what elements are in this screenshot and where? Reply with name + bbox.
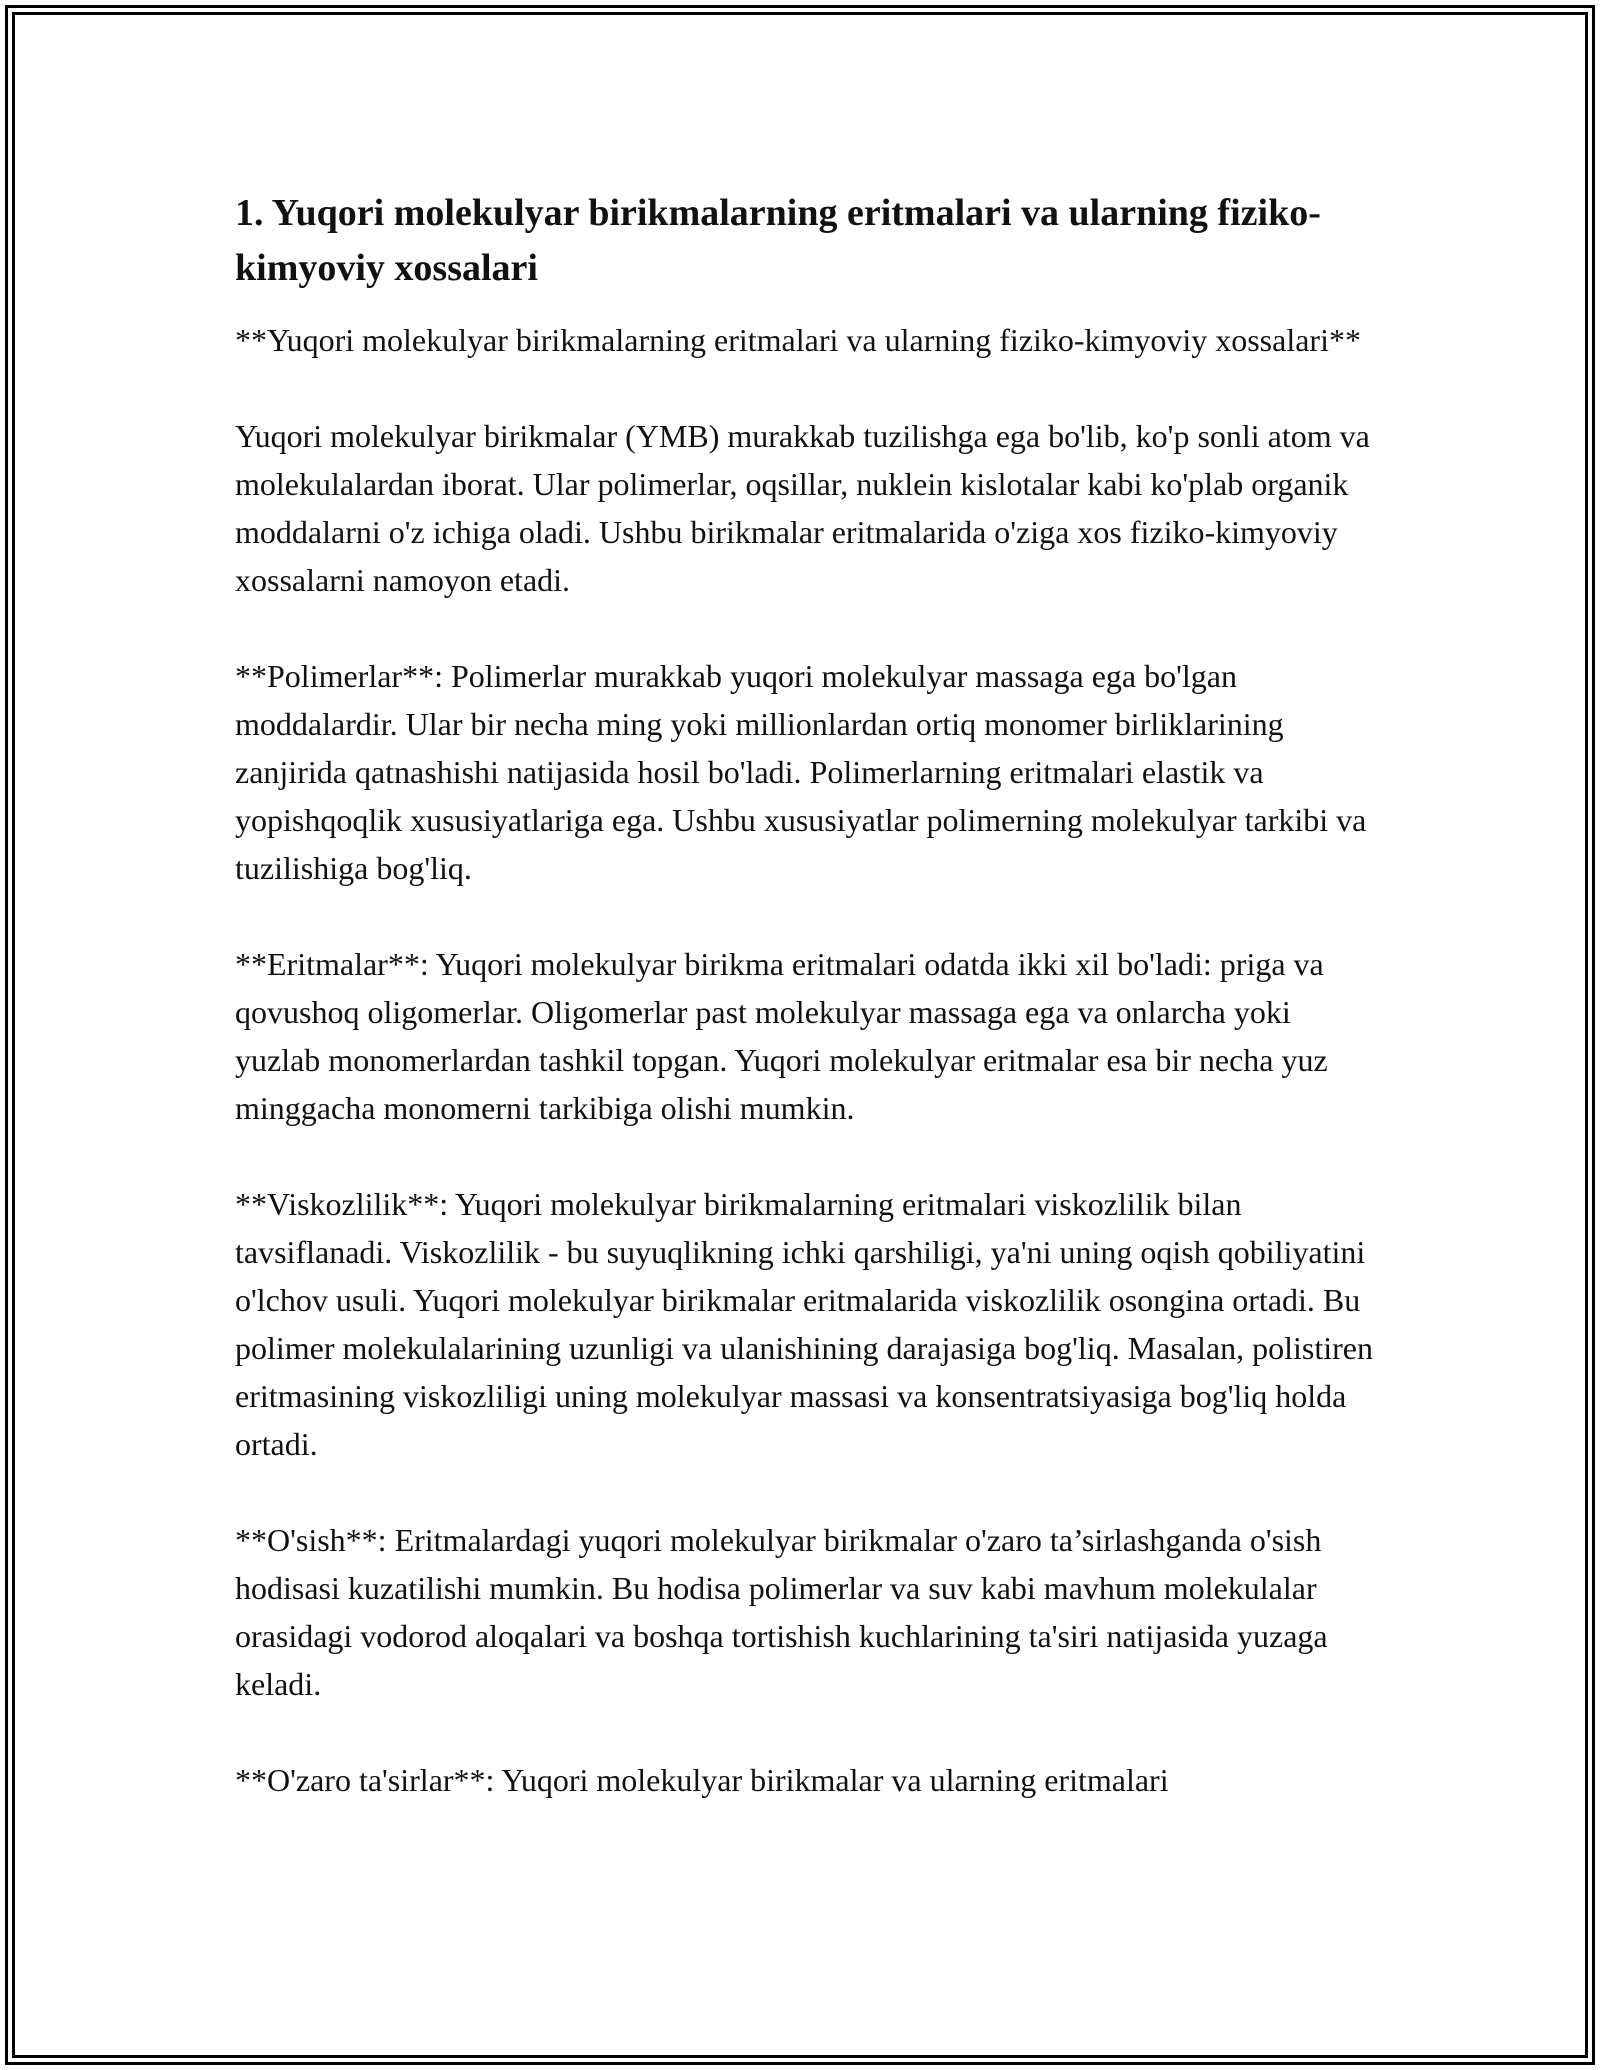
paragraph-heading: **Yuqori molekulyar birikmalarning eritmalari va ularning fiziko-kimyoviy xossalari**	[235, 322, 1361, 358]
paragraph-eritmalar: **Eritmalar**: Yuqori molekulyar birikma eritmalari odatda ikki xil bo'ladi: priga va qovushoq oligomerlar. Oligomerlar past molekulyar massaga ega va onlarcha yoki yuzlab monomerlardan tashkil topgan. Yuqori molekulyar eritmalar esa bir necha yuz minggacha monomerni tarkibiga olishi mumkin.	[235, 946, 1328, 1126]
paragraph-osish: **O'sish**: Eritmalardagi yuqori molekulyar birikmalar o'zaro ta’sirlashganda o'sish hodisasi kuzatilishi mumkin. Bu hodisa polimerlar va suv kabi mavhum molekulalar orasidagi vodorod aloqalari va boshqa tortishish kuchlarining ta'siri natijasida yuzaga keladi.	[235, 1522, 1328, 1702]
paragraph-intro: Yuqori molekulyar birikmalar (YMB) murakkab tuzilishga ega bo'lib, ko'p sonli atom va molekulalardan iborat. Ular polimerlar, oqsillar, nuklein kislotalar kabi ko'plab organik moddalarni o'z ichiga oladi. Ushbu birikmalar eritmalarida o'ziga xos fiziko-kimyoviy xossalarni namoyon etadi.	[235, 418, 1370, 598]
page-title: 1. Yuqori molekulyar birikmalarning eritmalari va ularning fiziko-kimyoviy xossalari	[235, 192, 1321, 289]
paragraph-ozaro-tasirlar: **O'zaro ta'sirlar**: Yuqori molekulyar birikmalar va ularning eritmalari	[235, 1762, 1169, 1798]
paragraph-polimerlar: **Polimerlar**: Polimerlar murakkab yuqori molekulyar massaga ega bo'lgan moddalardir. Ular bir necha ming yoki millionlardan ortiq monomer birliklarining zanjirida qatnashishi natijasida hosil bo'ladi. Polimerlarning eritmalari elastik va yopishqoqlik xususiyatlariga ega. Ushbu xususiyatlar polimerning molekulyar tarkibi va tuzilishiga bog'liq.	[235, 658, 1367, 886]
document-body	[235, 186, 1375, 1852]
paragraph-viskozlilik: **Viskozlilik**: Yuqori molekulyar birikmalarning eritmalari viskozlilik bilan tavsiflanadi. Viskozlilik - bu suyuqlikning ichki qarshiligi, ya'ni uning oqish qobiliyatini o'lchov usuli. Yuqori molekulyar birikmalar eritmalarida viskozlilik osongina ortadi. Bu polimer molekulalarining uzunligi va ulanishining darajasiga bog'liq. Masalan, polistiren eritmasining viskozliligi uning molekulyar massasi va konsentratsiyasiga bog'liq holda ortadi.	[235, 1186, 1373, 1462]
